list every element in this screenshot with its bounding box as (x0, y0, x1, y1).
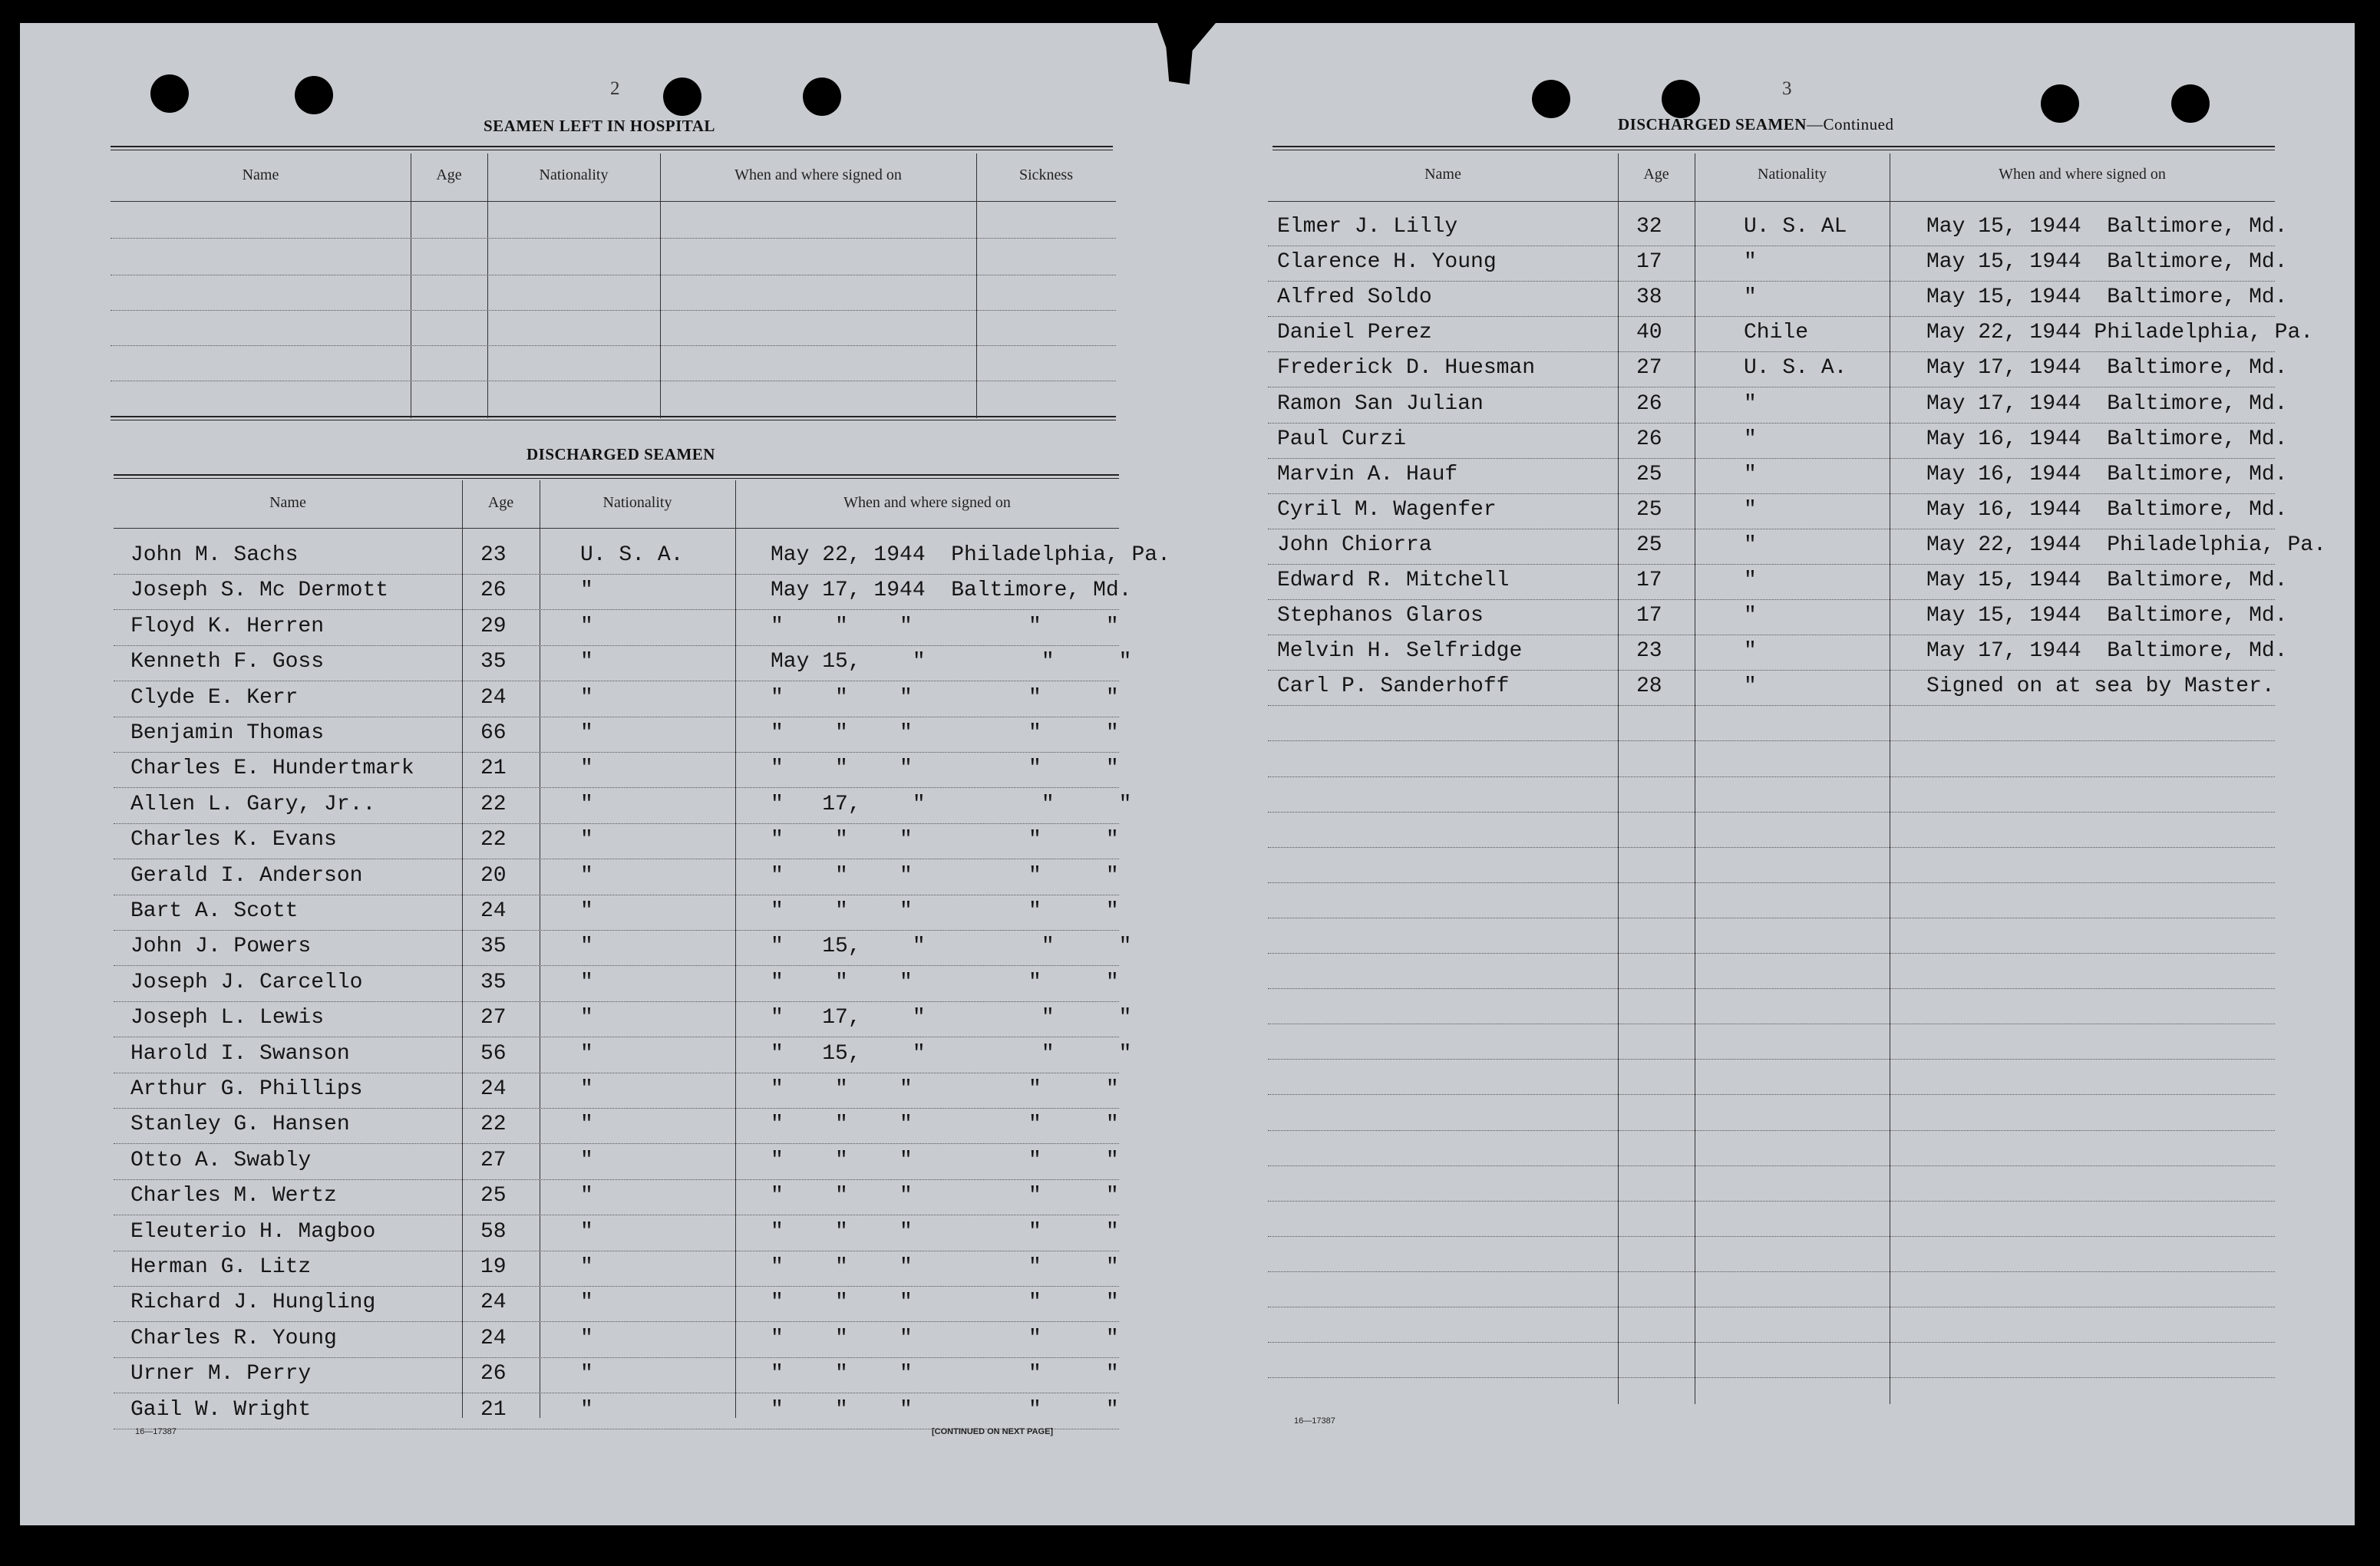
header-sickness: Sickness (1019, 166, 1073, 183)
seaman-age: 24 (480, 1326, 507, 1350)
seaman-age: 56 (480, 1041, 507, 1066)
punch-hole (295, 76, 333, 114)
continued-note: [CONTINUED ON NEXT PAGE] (932, 1427, 1054, 1436)
seaman-name: Elmer J. Lilly (1277, 215, 1458, 239)
seaman-age: 27 (480, 1148, 507, 1172)
seaman-nationality: " (580, 757, 593, 781)
seaman-name: Gerald I. Anderson (130, 863, 363, 888)
signed-on: " 15, " " " (771, 935, 1132, 959)
dotted-line (1268, 564, 2275, 565)
punch-hole (2041, 84, 2079, 123)
signed-on: May 17, 1944 Baltimore, Md. (1926, 391, 2288, 416)
seaman-nationality: U. S. A. (1744, 356, 1847, 381)
seaman-nationality: " (580, 1219, 593, 1244)
table-rule (111, 201, 1116, 202)
seaman-nationality: " (580, 1006, 593, 1030)
seaman-age: 40 (1636, 321, 1662, 345)
seaman-name: Clyde E. Kerr (130, 685, 299, 710)
seaman-name: Paul Curzi (1277, 427, 1407, 451)
punch-hole (150, 74, 189, 113)
header-nationality: Nationality (539, 166, 609, 183)
seaman-name: Alfred Soldo (1277, 285, 1432, 310)
seaman-nationality: " (580, 792, 593, 816)
header-when-where: When and where signed on (734, 166, 902, 183)
signed-on: " 17, " " " (771, 1006, 1132, 1030)
dotted-line (111, 345, 1116, 346)
signed-on: May 16, 1944 Baltimore, Md. (1926, 427, 2288, 451)
seaman-age: 35 (480, 935, 507, 959)
signed-on: " " " " " (771, 899, 1119, 923)
signed-on: " 17, " " " (771, 792, 1132, 816)
seaman-nationality: " (580, 579, 593, 603)
seaman-nationality: " (580, 721, 593, 745)
seaman-age: 22 (480, 792, 507, 816)
dotted-line (114, 1001, 1119, 1002)
dotted-line (114, 1108, 1119, 1109)
seaman-nationality: " (580, 1184, 593, 1208)
dotted-line (114, 1143, 1119, 1144)
signed-on: " " " " " (771, 828, 1119, 852)
seaman-name: Richard J. Hungling (130, 1291, 376, 1315)
dotted-line (1268, 1130, 2275, 1131)
punch-hole (1532, 80, 1570, 118)
dotted-line (1268, 882, 2275, 883)
seaman-name: Marvin A. Hauf (1277, 462, 1458, 486)
signed-on: May 22, 1944 Philadelphia, Pa. (771, 543, 1170, 567)
seaman-age: 23 (1636, 639, 1662, 664)
seaman-nationality: " (580, 1041, 593, 1066)
seaman-age: 28 (1636, 674, 1662, 699)
seaman-name: John J. Powers (130, 935, 312, 959)
seaman-name: Clarence H. Young (1277, 250, 1497, 275)
seaman-nationality: " (580, 1291, 593, 1315)
signed-on: " " " " " (771, 614, 1119, 638)
seaman-name: Otto A. Swably (130, 1148, 312, 1172)
page-number-left: 2 (610, 78, 620, 99)
seaman-nationality: " (580, 1255, 593, 1279)
seaman-nationality: " (1744, 497, 1757, 522)
dotted-line (1268, 847, 2275, 848)
seaman-age: 24 (480, 899, 507, 923)
signed-on: " " " " " (771, 1362, 1119, 1386)
seaman-nationality: " (1744, 639, 1757, 664)
dotted-line (1268, 351, 2275, 352)
header-when-where: When and where signed on (843, 494, 1011, 511)
signed-on: " " " " " (771, 1219, 1119, 1244)
seaman-name: Stanley G. Hansen (130, 1113, 350, 1137)
dotted-line (1268, 1059, 2275, 1060)
seaman-name: Kenneth F. Goss (130, 650, 325, 674)
seaman-age: 32 (1636, 215, 1662, 239)
signed-on: " " " " " (771, 1397, 1119, 1422)
column-line (462, 480, 463, 1418)
dotted-line (1268, 1377, 2275, 1378)
dotted-line (1268, 740, 2275, 741)
seaman-name: Frederick D. Huesman (1277, 356, 1536, 381)
form-number: 16—17387 (135, 1427, 177, 1436)
dotted-line (1268, 1342, 2275, 1343)
seaman-name: Allen L. Gary, Jr.. (130, 792, 376, 816)
seaman-age: 26 (1636, 427, 1662, 451)
seaman-name: Urner M. Perry (130, 1362, 312, 1386)
seaman-name: Charles E. Hundertmark (130, 757, 414, 781)
seaman-name: Herman G. Litz (130, 1255, 312, 1279)
seaman-name: Charles R. Young (130, 1326, 337, 1350)
seaman-nationality: U. S. A. (580, 543, 684, 567)
seaman-nationality: " (1744, 462, 1757, 486)
seaman-age: 22 (480, 1113, 507, 1137)
signed-on: " 15, " " " (771, 1041, 1132, 1066)
seaman-age: 35 (480, 650, 507, 674)
dotted-line (114, 645, 1119, 646)
dotted-line (114, 1179, 1119, 1180)
header-name: Name (1424, 166, 1461, 183)
header-name: Name (242, 166, 279, 183)
punch-hole (803, 77, 841, 116)
seaman-nationality: " (1744, 285, 1757, 310)
signed-on: Signed on at sea by Master. (1926, 674, 2275, 699)
dotted-line (1268, 812, 2275, 813)
seaman-nationality: " (1744, 250, 1757, 275)
continued-title-main: DISCHARGED SEAMEN (1618, 115, 1807, 134)
seaman-nationality: " (1744, 532, 1757, 557)
seaman-age: 25 (1636, 532, 1662, 557)
continued-title-suffix: —Continued (1806, 115, 1894, 134)
seaman-nationality: " (1744, 604, 1757, 628)
seaman-name: Eleuterio H. Magboo (130, 1219, 376, 1244)
column-line (735, 480, 736, 1418)
seaman-nationality: " (1744, 391, 1757, 416)
seaman-name: Harold I. Swanson (130, 1041, 350, 1066)
dotted-line (114, 1286, 1119, 1287)
seaman-age: 21 (480, 757, 507, 781)
dotted-line (1268, 423, 2275, 424)
dotted-line (114, 930, 1119, 931)
signed-on: " " " " " (771, 1184, 1119, 1208)
dotted-line (1268, 988, 2275, 989)
seaman-name: Stephanos Glaros (1277, 604, 1484, 628)
table-rule (111, 146, 1113, 150)
signed-on: May 15, 1944 Baltimore, Md. (1926, 604, 2288, 628)
dotted-line (114, 965, 1119, 966)
dotted-line (1268, 1271, 2275, 1272)
signed-on: May 15, 1944 Baltimore, Md. (1926, 250, 2288, 275)
seaman-age: 26 (480, 1362, 507, 1386)
seaman-name: Charles M. Wertz (130, 1184, 337, 1208)
signed-on: " " " " " (771, 685, 1119, 710)
header-nationality: Nationality (602, 494, 672, 511)
seaman-age: 17 (1636, 250, 1662, 275)
signed-on: May 15, 1944 Baltimore, Md. (1926, 215, 2288, 239)
seaman-age: 66 (480, 721, 507, 745)
dotted-line (1268, 316, 2275, 317)
seaman-nationality: " (580, 1148, 593, 1172)
signed-on: May 17, 1944 Baltimore, Md. (771, 579, 1132, 603)
seaman-name: Joseph J. Carcello (130, 970, 363, 994)
seaman-nationality: " (580, 1113, 593, 1137)
seaman-nationality: " (1744, 569, 1757, 592)
column-line (660, 153, 661, 418)
table-rule (111, 416, 1116, 420)
dotted-line (1268, 1236, 2275, 1237)
seaman-name: Floyd K. Herren (130, 614, 325, 638)
signed-on: " " " " " (771, 1148, 1119, 1172)
seaman-nationality: " (580, 614, 593, 638)
signed-on: " " " " " (771, 1255, 1119, 1279)
signed-on: " " " " " (771, 970, 1119, 994)
dotted-line (111, 238, 1116, 239)
seaman-nationality: " (580, 685, 593, 710)
column-line (976, 153, 977, 418)
seaman-name: Daniel Perez (1277, 321, 1432, 345)
seaman-nationality: " (1744, 674, 1757, 699)
dotted-line (1268, 953, 2275, 954)
dotted-line (114, 1321, 1119, 1322)
signed-on: May 16, 1944 Baltimore, Md. (1926, 497, 2288, 522)
seaman-nationality: " (580, 1362, 593, 1386)
seaman-age: 23 (480, 543, 507, 567)
signed-on: May 17, 1944 Baltimore, Md. (1926, 356, 2288, 381)
seaman-age: 27 (1636, 356, 1662, 381)
column-line (1618, 153, 1619, 1404)
signed-on: " " " " " (771, 721, 1119, 745)
seaman-nationality: " (580, 1326, 593, 1350)
seaman-age: 27 (480, 1006, 507, 1030)
seaman-nationality: " (580, 1077, 593, 1101)
page-number-right: 3 (1782, 78, 1792, 99)
dotted-line (1268, 1165, 2275, 1166)
header-age: Age (487, 494, 514, 511)
signed-on: May 16, 1944 Baltimore, Md. (1926, 462, 2288, 486)
seaman-name: Ramon San Julian (1277, 391, 1484, 416)
seaman-nationality: " (580, 1397, 593, 1422)
seaman-age: 29 (480, 614, 507, 638)
dotted-line (1268, 705, 2275, 706)
dotted-line (1268, 776, 2275, 777)
continued-section-title (1618, 115, 1893, 134)
signed-on: May 15, 1944 Baltimore, Md. (1926, 569, 2288, 592)
table-rule (1273, 146, 2275, 150)
seaman-name: Edward R. Mitchell (1277, 569, 1510, 592)
dotted-line (114, 1357, 1119, 1358)
column-line (487, 153, 488, 418)
punch-hole (1662, 80, 1700, 118)
dotted-line (114, 574, 1119, 575)
seaman-age: 24 (480, 685, 507, 710)
header-age: Age (436, 166, 462, 183)
seaman-nationality: " (1744, 427, 1757, 451)
punch-hole (663, 77, 701, 116)
seaman-age: 25 (1636, 497, 1662, 522)
signed-on: " " " " " (771, 1077, 1119, 1101)
dotted-line (1268, 458, 2275, 459)
discharged-section-title: DISCHARGED SEAMEN (527, 445, 715, 463)
signed-on: May 17, 1944 Baltimore, Md. (1926, 639, 2288, 664)
seaman-nationality: " (580, 863, 593, 888)
seaman-age: 19 (480, 1255, 507, 1279)
table-rule (114, 474, 1119, 479)
seaman-nationality: " (580, 935, 593, 959)
punch-hole (2171, 84, 2210, 123)
seaman-name: Joseph S. Mc Dermott (130, 579, 389, 603)
table-rule (1268, 201, 2275, 202)
hospital-section-title: SEAMEN LEFT IN HOSPITAL (484, 117, 715, 135)
seaman-name: Joseph L. Lewis (130, 1006, 325, 1030)
seaman-name: Gail W. Wright (130, 1397, 312, 1422)
seaman-age: 58 (480, 1219, 507, 1244)
seaman-age: 26 (480, 579, 507, 603)
signed-on: " " " " " (771, 757, 1119, 781)
signed-on: " " " " " (771, 863, 1119, 888)
seaman-name: Melvin H. Selfridge (1277, 639, 1523, 664)
signed-on: May 22, 1944 Philadelphia, Pa. (1926, 321, 2314, 345)
header-name: Name (269, 494, 306, 511)
signed-on: May 22, 1944 Philadelphia, Pa. (1926, 532, 2326, 557)
header-when-where: When and where signed on (1999, 166, 2166, 183)
table-rule (114, 528, 1119, 529)
seaman-name: John Chiorra (1277, 532, 1432, 557)
seaman-age: 35 (480, 970, 507, 994)
dotted-line (1268, 599, 2275, 600)
seaman-age: 24 (480, 1291, 507, 1315)
seaman-name: John M. Sachs (130, 543, 299, 567)
seaman-name: Charles K. Evans (130, 828, 337, 852)
seaman-name: Bart A. Scott (130, 899, 299, 923)
seaman-age: 25 (1636, 462, 1662, 486)
dotted-line (1268, 1201, 2275, 1202)
seaman-nationality: " (580, 899, 593, 923)
signed-on: " " " " " (771, 1291, 1119, 1315)
seaman-age: 17 (1636, 569, 1662, 592)
form-number: 16—17387 (1294, 1416, 1335, 1426)
dotted-line (114, 752, 1119, 753)
dotted-line (1268, 493, 2275, 494)
seaman-name: Cyril M. Wagenfer (1277, 497, 1497, 522)
signed-on: May 15, 1944 Baltimore, Md. (1926, 285, 2288, 310)
seaman-age: 20 (480, 863, 507, 888)
header-age: Age (1643, 166, 1669, 183)
seaman-name: Carl P. Sanderhoff (1277, 674, 1510, 699)
seaman-age: 38 (1636, 285, 1662, 310)
seaman-age: 17 (1636, 604, 1662, 628)
signed-on: " " " " " (771, 1113, 1119, 1137)
seaman-age: 21 (480, 1397, 507, 1422)
seaman-nationality: " (580, 650, 593, 674)
seaman-nationality: " (580, 828, 593, 852)
seaman-age: 25 (480, 1184, 507, 1208)
signed-on: May 15, " " " (771, 650, 1132, 674)
seaman-name: Arthur G. Phillips (130, 1077, 363, 1101)
dotted-line (114, 823, 1119, 824)
dotted-line (1268, 1094, 2275, 1095)
dotted-line (114, 787, 1119, 788)
seaman-nationality: U. S. AL (1744, 215, 1847, 239)
dotted-line (1268, 670, 2275, 671)
seaman-nationality: " (580, 970, 593, 994)
header-nationality: Nationality (1758, 166, 1827, 183)
dotted-line (114, 609, 1119, 610)
seaman-nationality: Chile (1744, 321, 1809, 345)
seaman-age: 26 (1636, 391, 1662, 416)
seaman-age: 22 (480, 828, 507, 852)
seaman-age: 24 (480, 1077, 507, 1101)
seaman-name: Benjamin Thomas (130, 721, 325, 745)
dotted-line (1268, 281, 2275, 282)
signed-on: " " " " " (771, 1326, 1119, 1350)
dotted-line (111, 310, 1116, 311)
